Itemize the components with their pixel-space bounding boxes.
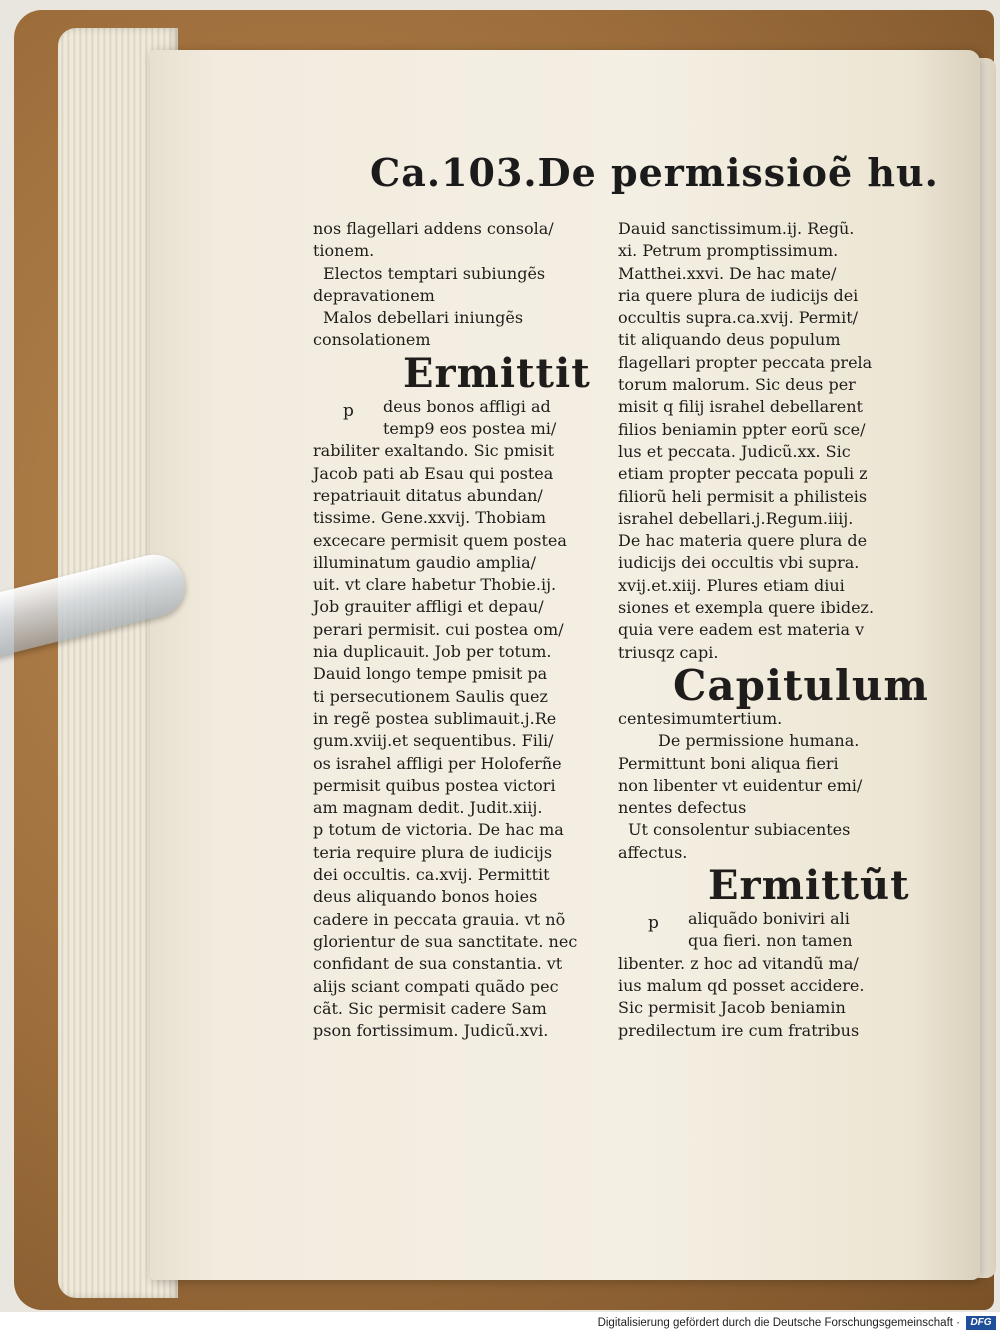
text-line: Job grauiter affligi et depau/ [313,597,544,617]
text-line: gum.xviij.et sequentibus. Fili/ [313,731,554,751]
text-line: predilectum ire cum fratribus [618,1020,860,1040]
text-line: affectus. [618,842,688,862]
text-line: Malos debellari iniungẽs [323,308,524,328]
right-column-body [618,953,893,1042]
right-column [618,218,929,1042]
text-line: centesimumtertium. [618,708,783,728]
text-line: tit aliquando deus populum [618,330,841,350]
text-line: misit q filij israhel debellarent [618,397,863,417]
chapter-heading: Capitulum [673,660,929,710]
text-line: etiam propter peccata populi z [618,464,868,484]
right-column-intro [618,218,893,664]
text-line: cadere in peccata grauia. vt nõ [313,909,566,929]
text-line: deus aliquando bonos hoies [313,887,538,907]
text-line: tionem. [313,241,375,261]
text-line: nos flagellari addens consola/ [313,219,554,238]
text-line: non libenter vt euidentur emi/ [618,775,863,795]
text-line: israhel debellari.j.Regum.iiij. [618,508,854,528]
text-line: deus bonos affligi ad [383,396,551,416]
text-line: De permissione humana. [658,731,860,751]
right-heading: Ermittũt [708,862,910,910]
text-line: teria require plura de iudicijs [313,842,553,862]
page-header: Ca.103.De permissioẽ hu. [370,150,939,195]
left-column-body [313,440,598,1042]
text-line: pson fortissimum. Judicũ.xvi. [313,1021,549,1041]
text-line: rabiliter exaltando. Sic pmisit [313,441,555,461]
text-line: Jacob pati ab Esau qui postea [313,463,554,483]
text-line: iudicijs dei occultis vbi supra. [618,553,860,573]
text-line: filiorũ heli permisit a philisteis [618,486,868,506]
text-line: occultis supra.ca.xvij. Permit/ [618,308,859,328]
text-line: Dauid longo tempe pmisit pa [313,664,548,684]
text-line: glorientur de sua sanctitate. nec [313,931,578,951]
text-line: qua fieri. non tamen [688,931,853,951]
text-line: ria quere plura de iudicijs dei [618,285,859,305]
text-line: alijs sciant compati quãdo pec [313,976,559,996]
text-line: Ut consolentur subiacentes [628,820,851,840]
text-line: confidant de sua constantia. vt [313,954,563,974]
right-indented-lines [618,908,893,953]
text-line: libenter. z hoc ad vitandũ ma/ [618,953,859,973]
right-dropcap: p [648,913,659,934]
text-line: De hac materia quere plura de [618,531,868,551]
left-column [313,218,598,1042]
text-line: temp9 eos postea mi/ [383,419,557,439]
right-dropcap-block [618,908,893,953]
text-line: depravationem [313,285,435,305]
footer-bar [0,1312,1000,1335]
text-line: filios beniamin ppter eorũ sce/ [618,419,866,439]
text-line: Sic permisit Jacob beniamin [618,998,846,1018]
text-line: excecare permisit quem postea [313,530,567,550]
left-column-intro [313,218,598,352]
text-line: Dauid sanctissimum.ij. Regũ. [618,219,855,238]
text-line: permisit quibus postea victori [313,775,556,795]
left-indented-lines [313,396,598,441]
text-line: illuminatum gaudio amplia/ [313,552,537,572]
text-line: quia vere eadem est materia v [618,620,865,640]
chapter-summary [618,708,893,864]
text-line: Matthei.xxvi. De hac mate/ [618,263,837,283]
text-line: flagellari propter peccata prela [618,352,873,372]
text-line: nia duplicauit. Job per totum. [313,642,552,662]
text-line: siones et exempla quere ibidez. [618,598,875,618]
text-line: perari permisit. cui postea om/ [313,619,564,639]
text-line: xi. Petrum promptissimum. [618,241,839,261]
left-heading: Ermittit [403,349,591,397]
text-line: am magnam dedit. Judit.xiij. [313,798,543,818]
text-line: ti persecutionem Saulis quez [313,686,548,706]
text-line: consolationem [313,330,431,350]
text-line: tissime. Gene.xxvij. Thobiam [313,508,547,528]
text-line: cãt. Sic permisit cadere Sam [313,998,547,1018]
left-dropcap: p [343,400,354,421]
text-line: torum malorum. Sic deus per [618,375,856,395]
text-line: ius malum qd posset accidere. [618,975,865,995]
footer-credit: Digitalisierung gefördert durch die Deutsche Forschungsgemeinschaft · [597,1317,960,1329]
text-line: repatriauit ditatus abundan/ [313,485,543,505]
text-line: Permittunt boni aliqua fieri [618,753,839,773]
text-line: dei occultis. ca.xvij. Permittit [313,865,550,885]
text-line: uit. vt clare habetur Thobie.ij. [313,575,557,595]
text-line: p totum de victoria. De hac ma [313,820,564,840]
dfg-logo-icon: DFG [966,1316,996,1330]
text-line: triusqz capi. [618,642,719,662]
text-line: aliquãdo boniviri ali [688,909,850,929]
text-line: nentes defectus [618,798,747,818]
text-line: os israhel affligi per Holoferñe [313,753,562,773]
text-line: Electos temptari subiungẽs [323,263,546,283]
text-line: in regẽ postea sublimauit.j.Re [313,708,557,728]
text-line: xvij.et.xiij. Plures etiam diui [618,575,845,595]
left-dropcap-block [313,396,598,441]
text-line: lus et peccata. Judicũ.xx. Sic [618,441,851,461]
